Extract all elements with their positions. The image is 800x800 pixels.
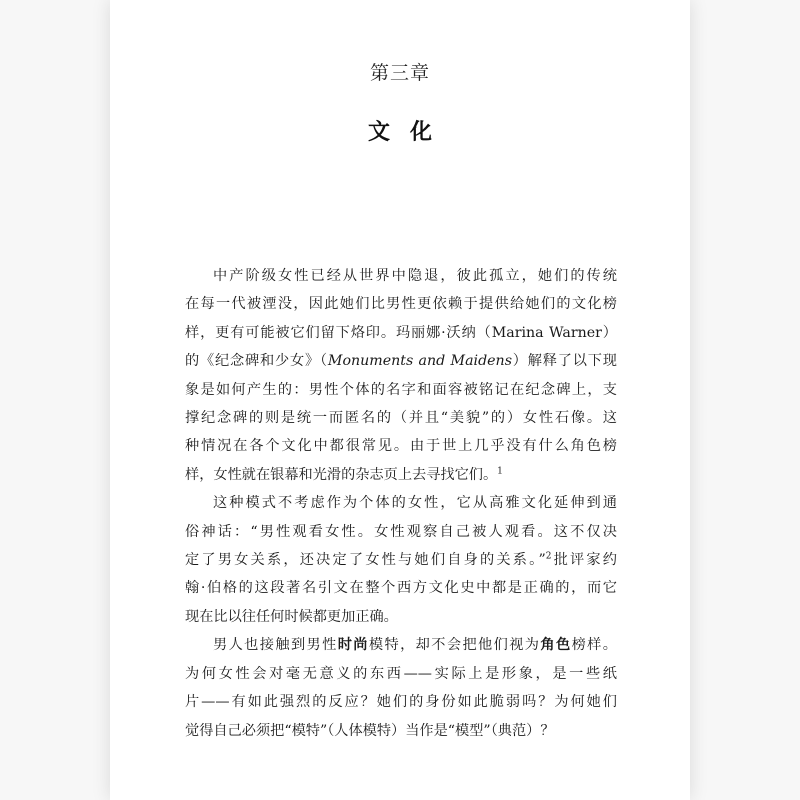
text-line: 觉得自己必须把“模特”（人体模特）当作是“模型”（典范）？ — [185, 722, 555, 739]
text-fragment: 定了男女关系，还决定了女性与她们自身的关系。” — [185, 552, 546, 569]
body-text — [185, 262, 617, 745]
text-line: 中产阶级女性已经从世界中隐退，彼此孤立，她们的传统 — [213, 268, 617, 284]
text-line: 种情况在各个文化中都很常见。由于世上几乎没有什么角色榜 — [185, 438, 617, 455]
text-line — [185, 631, 617, 659]
text-fragment: 样，女性就在银幕和光滑的杂志页上去寻找它们。 — [185, 466, 498, 483]
text-line: 俗神话：“男性观看女性。女性观察自己被人观看。这不仅决 — [185, 523, 617, 540]
footnote-marker: 1 — [497, 466, 503, 477]
paragraph-1 — [185, 262, 617, 489]
text-fragment: ）解释了以下现 — [511, 353, 617, 370]
emphasis-text: 角色 — [540, 637, 572, 654]
chapter-title: 文化 — [367, 119, 452, 145]
text-line — [185, 461, 617, 489]
text-line: 现在比以往任何时候都更加正确。 — [185, 608, 398, 625]
text-fragment: 榜样。 — [571, 637, 617, 654]
book-title-italic: Monuments and Maidens — [327, 353, 512, 370]
text-line: 片——有如此强烈的反应？她们的身份如此脆弱吗？为何她们 — [185, 694, 617, 711]
book-page — [110, 0, 690, 800]
text-line: 样，更有可能被它们留下烙印。玛丽娜·沃纳（Marina Warner） — [185, 324, 617, 341]
paragraph-3 — [185, 631, 617, 745]
text-fragment: 批评家约 — [551, 552, 617, 569]
text-line: 为何女性会对毫无意义的东西——实际上是形象，是一些纸 — [185, 665, 617, 682]
text-fragment: 的《纪念碑和少女》（ — [185, 353, 328, 370]
text-line — [185, 546, 617, 574]
text-fragment: 男人也接触到男性 — [213, 637, 338, 654]
text-line: 撑纪念碑的则是统一而匿名的（并且“美貌”的）女性石像。这 — [185, 410, 617, 427]
text-line: 象是如何产生的：男性个体的名字和面容被铭记在纪念碑上，支 — [185, 381, 617, 398]
text-line: 翰·伯格的这段著名引文在整个西方文化史中都是正确的，而它 — [185, 580, 617, 597]
text-line: 在每一代被湮没，因此她们比男性更依赖于提供给她们的文化榜 — [185, 296, 617, 313]
emphasis-text: 时尚 — [337, 637, 369, 654]
text-line — [185, 347, 617, 375]
footnote-marker: 2 — [545, 551, 552, 562]
paragraph-2 — [185, 489, 617, 631]
chapter-label: 第三章 — [369, 62, 430, 84]
text-fragment: 模特，却不会把他们视为 — [368, 637, 541, 654]
text-line: 这种模式不考虑作为个体的女性，它从高雅文化延伸到通 — [213, 495, 617, 512]
